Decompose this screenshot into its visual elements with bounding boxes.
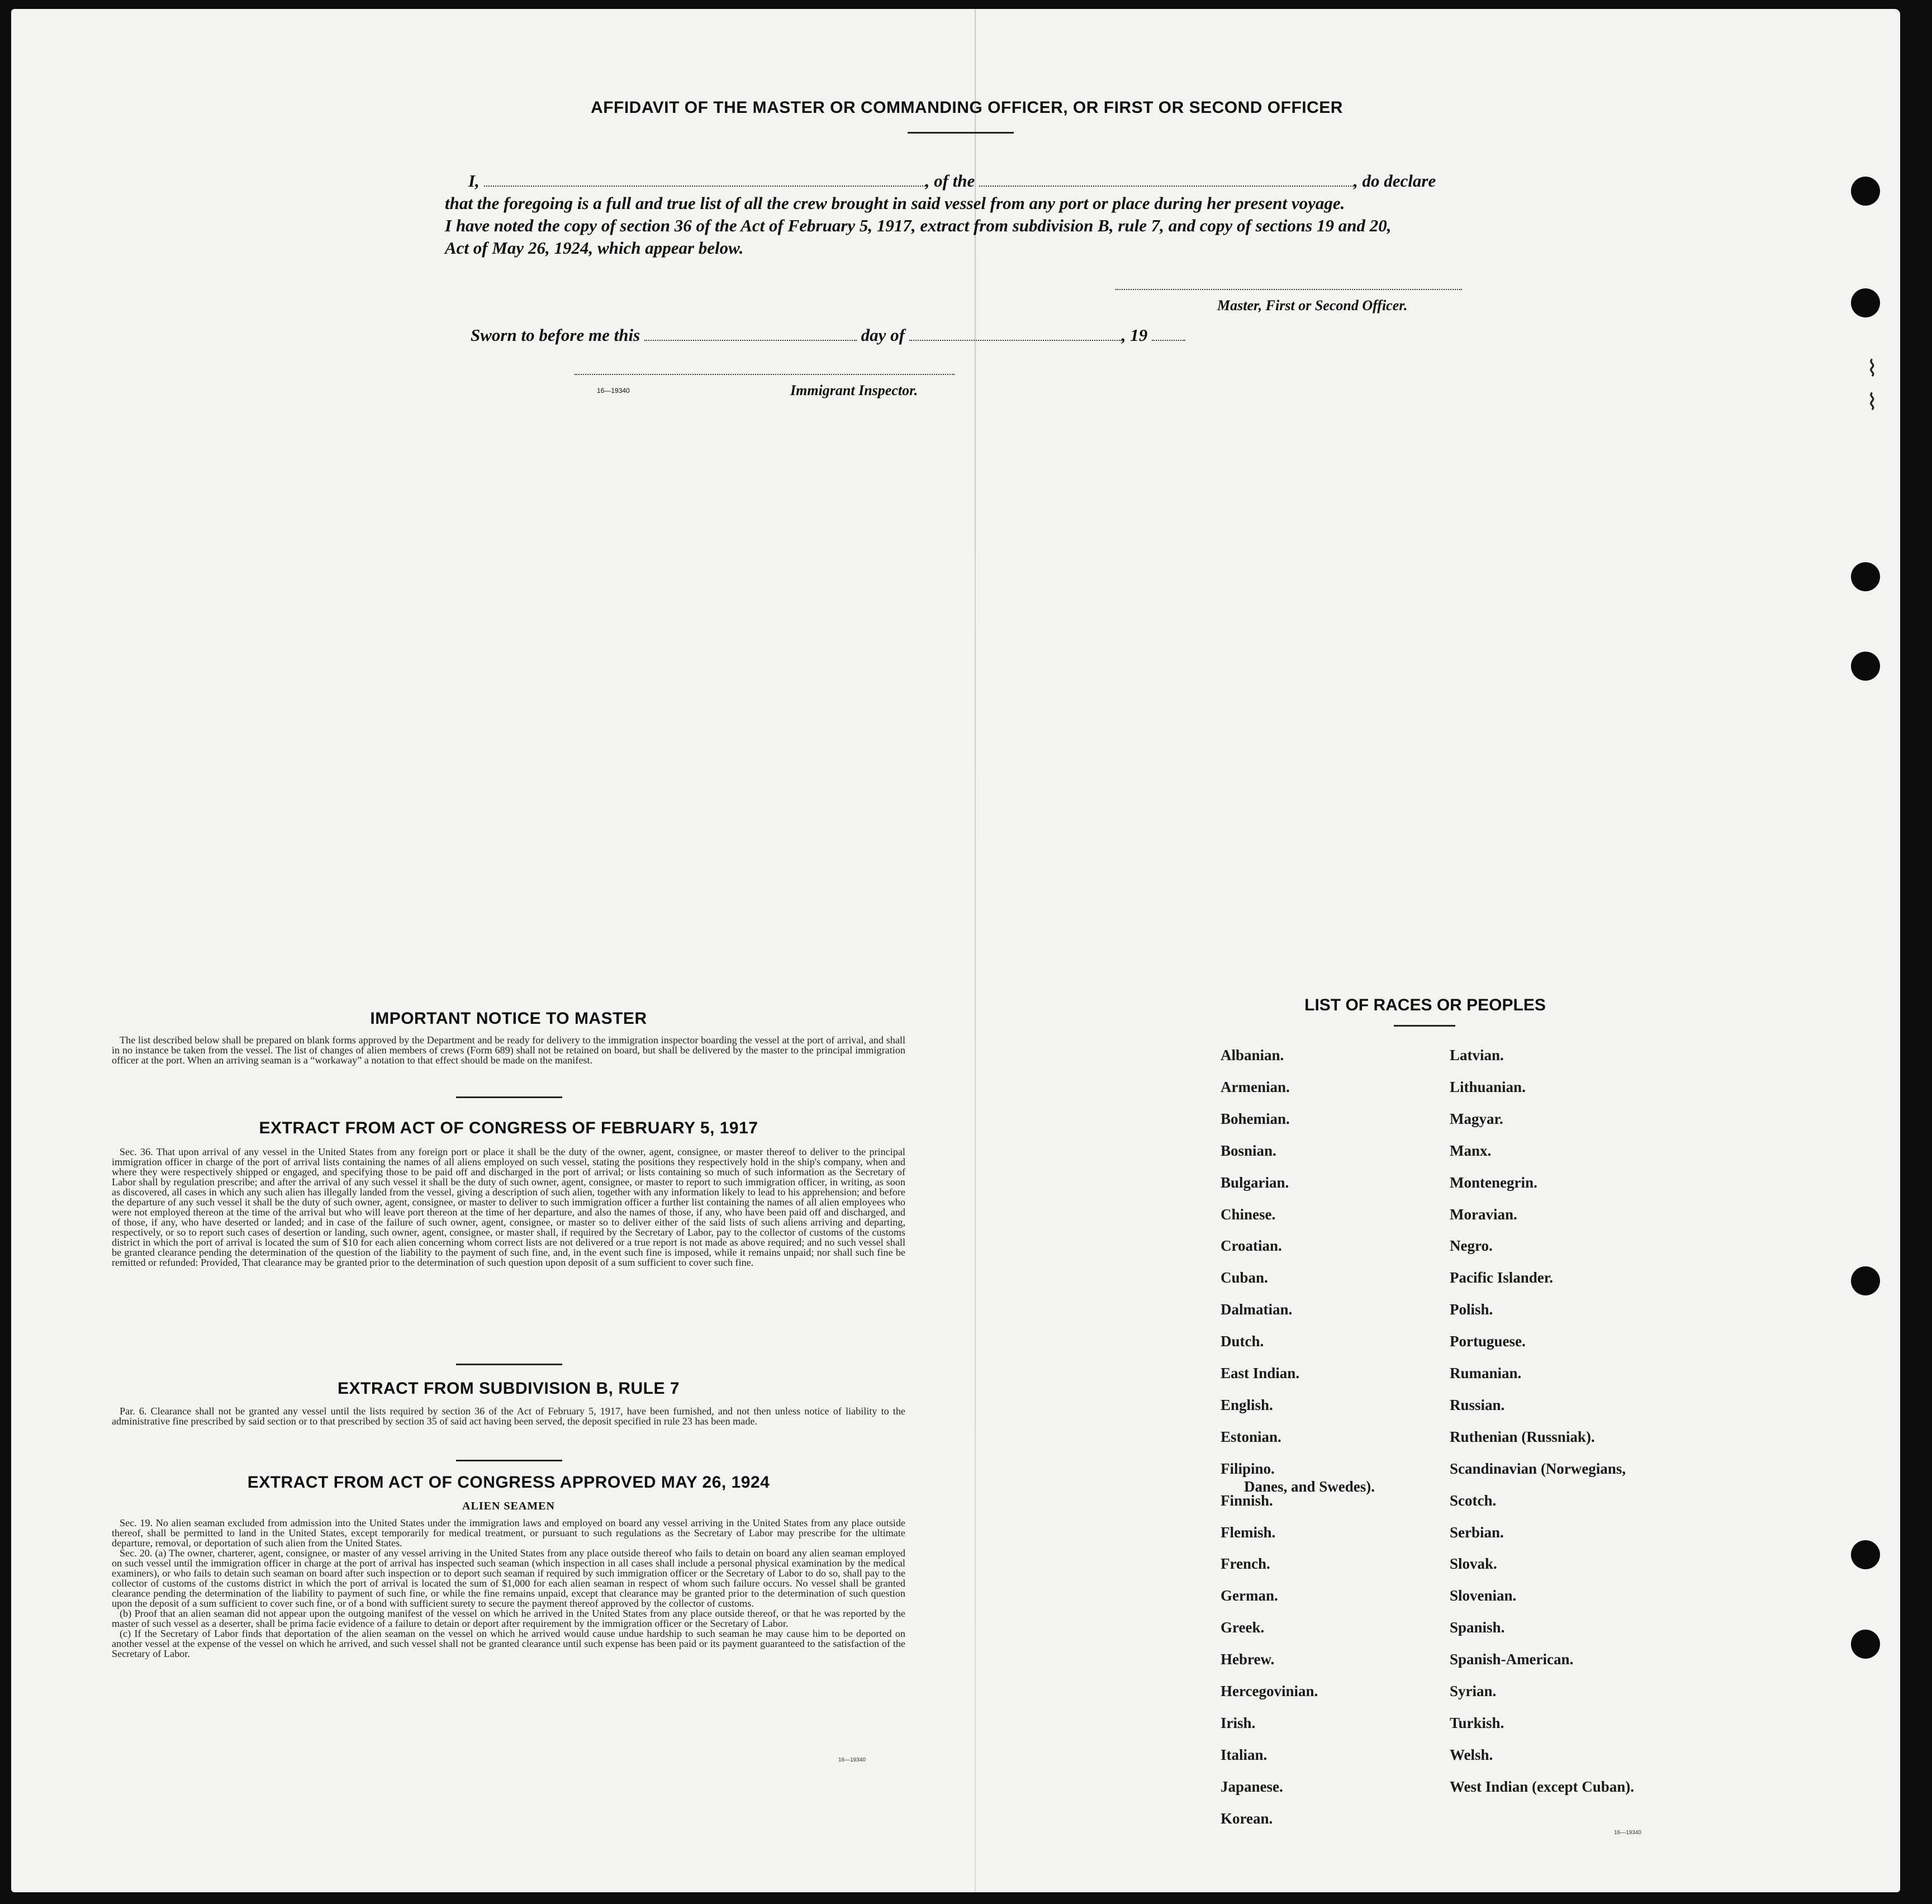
inspector-signature-blank[interactable] (575, 373, 955, 375)
punch-hole (1851, 652, 1880, 681)
punch-hole (1851, 1540, 1880, 1569)
manifest-page (11, 9, 1900, 1892)
races-rule (1394, 1025, 1455, 1027)
race-item: Finnish. (1221, 1492, 1273, 1509)
form-number-top: 16—19340 (597, 387, 630, 395)
affidavit-title: AFFIDAVIT OF THE MASTER OR COMMANDING OFFICER, OR FIRST OR SECOND OFFICER (591, 98, 1343, 117)
race-item: Spanish-American. (1450, 1651, 1574, 1668)
race-item: Portuguese. (1450, 1333, 1526, 1350)
title-rule (908, 132, 1014, 134)
race-item: Pacific Islander. (1450, 1269, 1553, 1286)
race-item: Armenian. (1221, 1078, 1290, 1095)
show-through-header (1297, 76, 1900, 101)
race-item: Dalmatian. (1221, 1301, 1293, 1318)
race-item: Scandinavian (Norwegians, (1450, 1460, 1626, 1477)
extract-1917-title: EXTRACT FROM ACT OF CONGRESS OF FEBRUARY 5, 1917 (259, 1119, 758, 1137)
race-item: Polish. (1450, 1301, 1493, 1318)
affidavit-of: , of the (925, 171, 975, 191)
notice-title: IMPORTANT NOTICE TO MASTER (370, 1009, 647, 1028)
race-item: Chinese. (1221, 1205, 1276, 1223)
race-item: Rumanian. (1450, 1365, 1522, 1381)
punch-hole (1851, 1630, 1880, 1659)
race-item: Dutch. (1221, 1333, 1264, 1350)
rule-7-title: EXTRACT FROM SUBDIVISION B, RULE 7 (337, 1379, 680, 1398)
race-item: Flemish. (1221, 1523, 1276, 1541)
signature-blank[interactable] (1115, 288, 1462, 290)
race-item: Japanese. (1221, 1778, 1283, 1795)
affidavit-line-2: that the foregoing is a full and true list of all the crew brought in said vessel from any port or place during her present voyage. (445, 193, 1345, 213)
race-item: Estonian. (1221, 1428, 1281, 1445)
form-number-left: 16—19340 (838, 1757, 866, 1763)
race-item: Bohemian. (1221, 1110, 1290, 1127)
race-item: Magyar. (1450, 1110, 1503, 1127)
rule-7-body (112, 1406, 905, 1426)
notice-text: The list described below shall be prepared on blank forms approved by the Department and be ready for delivery to the immigration inspector boarding the vessel at the port of arrival, and shall in no instance be taken from the vessel. The list of changes of alien members of crews (Form 689) shall not be retained on board, but shall be delivered by the master to the principal immigration officer at the port. When an arriving seaman is a “workaway” a notation to that effect should be made on the manifest. (112, 1034, 905, 1066)
race-item: Slovak. (1450, 1555, 1497, 1573)
extract-1924-title: EXTRACT FROM ACT OF CONGRESS APPROVED MAY 26, 1924 (247, 1473, 770, 1492)
race-item: Bulgarian. (1221, 1174, 1289, 1191)
alien-seamen-subtitle: ALIEN SEAMEN (462, 1500, 555, 1512)
affidavit-i: I, (468, 171, 480, 191)
race-item: Albanian. (1221, 1047, 1284, 1063)
affidavit-line-1 (468, 171, 1436, 191)
punch-hole (1851, 562, 1880, 591)
race-item: Lithuanian. (1450, 1078, 1526, 1095)
race-item: Turkish. (1450, 1714, 1504, 1731)
sworn-date-blank[interactable] (644, 339, 857, 341)
race-item: English. (1221, 1396, 1273, 1413)
sworn-day: day of (861, 325, 905, 345)
race-item: Cuban. (1221, 1269, 1268, 1286)
extract-1917-text: Sec. 36. That upon arrival of any vessel in the United States from any foreign port or place it shall be the duty of the owner, agent, consignee, or master thereof to deliver to the principal immigration officer in charge of the port of arrival lists containing the names of all aliens employed on such vessel, stating the positions they respectively hold in the ship's company, when and where they were respectively shipped or engaged, and specifying those to be paid off and discharged in the port of arrival; or lists containing so much of such information as the Secretary of Labor shall by regulation prescribe; and after the arrival of any such vessel it shall be the duty of such owner, agent, consignee, or master to report to such immigration officer, in writing, as soon as discovered, all cases in which any such alien has illegally landed from the vessel, giving a description of such alien, together with any information likely to lead to his apprehension; and before the departure of any such vessel it shall be the duty of such owner, agent, consignee, or master to deliver to such immigration officer a further list containing the names of all alien employees who were not employed thereon at the time of the arrival but who will leave port thereon at the time of her departure, and also the names of those, if any, who have been paid off and discharged, and of those, if any, who have deserted or landed; and in case of the failure of such owner, agent, consignee, or master so to deliver either of the said lists of such aliens arriving and departing, respectively, or so to report such cases of desertion or landing, such owner, agent, consignee, or master shall, if required by the Secretary of Labor, pay to the collector of customs of the customs district in which the port of arrival is located the sum of $10 for each alien concerning whom correct lists are not delivered or a true report is not made as above required; and no such vessel shall be granted clearance pending the determination of the question of the liability to the payment of such fine, and, in the event such fine is imposed, while it remains unpaid; nor shall such fine be remitted or refunded: Provided, That clearance may be granted prior to the determination of such question upon deposit of a sum sufficient to cover such fine. (112, 1146, 905, 1268)
sec-20c-text: (c) If the Secretary of Labor finds that deportation of the alien seaman on the vessel on which he arrived would cause undue hardship to such seaman he may cause him to be deported on another vessel at the expense of the vessel on which he arrived, and such vessel shall not be granted clearance until such expense has been paid or its payment guaranteed to the satisfaction of the Secretary of Labor. (112, 1628, 905, 1659)
race-item: Korean. (1221, 1810, 1273, 1827)
vessel-blank[interactable] (979, 185, 1354, 187)
race-item: French. (1221, 1555, 1270, 1573)
extract-1917-body (112, 1147, 905, 1267)
race-item: Syrian. (1450, 1683, 1497, 1699)
affidavit-line-3: I have noted the copy of section 36 of the Act of February 5, 1917, extract from subdivision B, rule 7, and copy of sections 19 and 20, (445, 216, 1392, 235)
sec-20b-text: (b) Proof that an alien seaman did not appear upon the outgoing manifest of the vessel on which he arrived in the United States from any place outside thereof, or that he was reported by the master of such vessel as a deserter, shall be prima facie evidence of a failure to detain or deport after requirement by the immigration officer or the Secretary of Labor. (112, 1608, 905, 1629)
race-item: German. (1221, 1587, 1278, 1604)
edge-mark: ⌇ (1867, 356, 1878, 381)
edge-mark: ⌇ (1867, 390, 1878, 415)
race-item: Welsh. (1450, 1746, 1493, 1763)
race-item: East Indian. (1221, 1365, 1300, 1381)
affidavit-line-4: Act of May 26, 1924, which appear below. (445, 238, 744, 258)
race-item: Croatian. (1221, 1237, 1282, 1255)
race-item: Hebrew. (1221, 1651, 1275, 1668)
sworn-month-blank[interactable] (909, 339, 1122, 341)
inspector-label: Immigrant Inspector. (790, 382, 918, 398)
page-fold (975, 9, 976, 1892)
race-item: Manx. (1450, 1142, 1492, 1159)
punch-hole (1851, 177, 1880, 206)
section-rule (456, 1096, 562, 1098)
race-item: Italian. (1221, 1746, 1268, 1763)
race-item: Serbian. (1450, 1523, 1504, 1541)
race-item: Greek. (1221, 1619, 1265, 1636)
name-blank[interactable] (484, 185, 925, 187)
races-title: LIST OF RACES OR PEOPLES (1304, 996, 1546, 1014)
section-rule (456, 1364, 562, 1365)
race-item: Negro. (1450, 1237, 1493, 1255)
sworn-line (471, 325, 1185, 345)
race-item: Scotch. (1450, 1492, 1497, 1509)
race-item: Filipino. (1221, 1460, 1275, 1477)
sworn-prefix: Sworn to before me this (471, 325, 640, 345)
race-item: Montenegrin. (1450, 1174, 1537, 1191)
race-item: Russian. (1450, 1396, 1505, 1413)
sworn-year: , 19 (1121, 325, 1148, 345)
signature-label: Master, First or Second Officer. (1217, 297, 1408, 314)
notice-body (112, 1035, 905, 1065)
race-item: Latvian. (1450, 1047, 1504, 1063)
race-item: Irish. (1221, 1714, 1256, 1731)
sec-19-text: Sec. 19. No alien seaman excluded from admission into the United States under the immigration laws and employed on board any vessel arriving in the United States from any place outside thereof, shall be permitted to land in the United States, except temporarily for medical treatment, or pursuant to such regulations as the Secretary of Labor may prescribe for the ultimate departure, removal, or deportation of such alien from the United States. (112, 1517, 905, 1549)
race-item: Moravian. (1450, 1205, 1517, 1223)
punch-hole (1851, 1266, 1880, 1295)
extract-1924-body (112, 1518, 905, 1659)
race-item: Danes, and Swedes). (1244, 1478, 1375, 1495)
rule-7-text: Par. 6. Clearance shall not be granted any vessel until the lists required by section 36 of the Act of February 5, 1917, have been furnished, and not then unless notice of liability to the administrative fine prescribed by said section or to that prescribed by section 35 of said act having been served, the deposit specified in rule 23 has been made. (112, 1406, 905, 1427)
sworn-year-blank[interactable] (1152, 339, 1185, 341)
race-item: Hercegovinian. (1221, 1683, 1318, 1699)
race-item: Spanish. (1450, 1619, 1505, 1636)
race-item: Bosnian. (1221, 1142, 1276, 1159)
form-number-right: 16—19340 (1614, 1830, 1641, 1836)
race-item: West Indian (except Cuban). (1450, 1778, 1635, 1795)
punch-hole (1851, 288, 1880, 317)
race-item: Ruthenian (Russniak). (1450, 1428, 1595, 1445)
section-rule (456, 1460, 562, 1461)
race-item: Slovenian. (1450, 1587, 1517, 1604)
affidavit-declare: , do declare (1354, 171, 1436, 191)
sec-20a-text: Sec. 20. (a) The owner, charterer, agent, consignee, or master of any vessel arriving in the United States from any place outside thereof who fails to detain on board any alien seaman employed on such vessel until the immigration officer in charge at the port of arrival has inspected such seaman (which inspection in all cases shall include a personal physical examination by the medical examiners), or who fails to detain such seaman on board after such inspection or to deport such seaman if required by such immigration officer or the Secretary of Labor to do so, shall pay to the collector of customs of the customs district in which the port of arrival is located the sum of $1,000 for each alien seaman in respect of whom such failure occurs. No vessel shall be granted clearance pending the determination of the liability to payment of such fine, or while the fine remains unpaid, except that clearance may be granted prior to the determination of such question upon the deposit of a sum sufficient to cover such fine, or of a bond with sufficient surety to secure the payment thereof approved by the collector of customs. (112, 1547, 905, 1609)
